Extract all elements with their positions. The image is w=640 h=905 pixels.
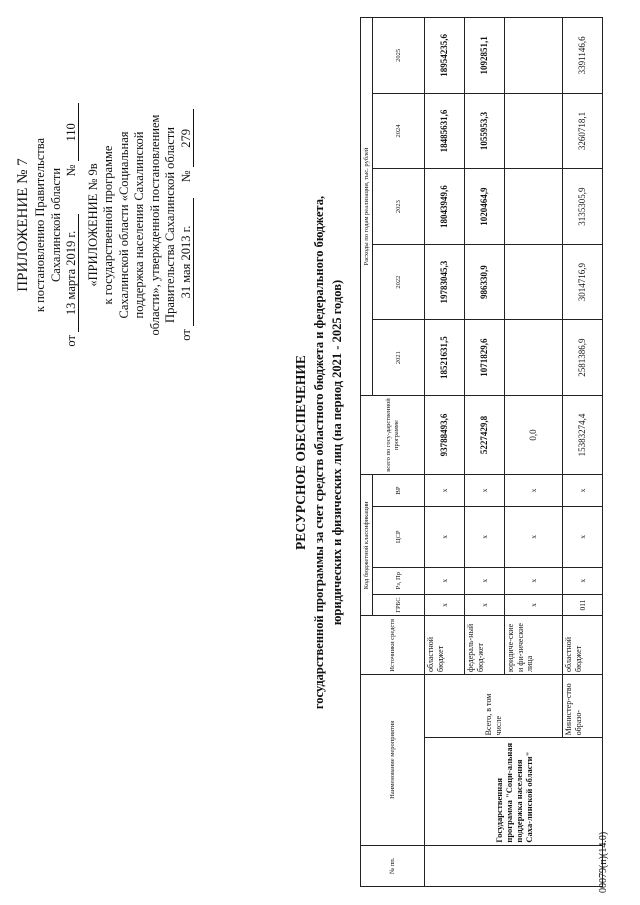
col-header-2025: 2025 bbox=[373, 18, 425, 94]
col-header-vr: ВР bbox=[373, 475, 425, 507]
col-header-csr: ЦСР bbox=[373, 506, 425, 567]
total-cell: 15383274,4 bbox=[563, 395, 603, 474]
col-header-grbs: ГРБС bbox=[373, 594, 425, 616]
resources-table bbox=[360, 17, 603, 887]
resolution-date-line: от 13 марта 2019 г. № 110 bbox=[64, 65, 80, 385]
y2025-cell: 1092851,1 bbox=[465, 18, 505, 94]
y2025-cell: 3391146,6 bbox=[563, 18, 603, 94]
y2021-cell: 2581386,9 bbox=[563, 320, 603, 396]
approval-date: 31 мая 2013 г. bbox=[180, 198, 194, 326]
y2025-cell: 18954235,6 bbox=[425, 18, 465, 94]
source-cell: юридиче-ские и фи-зические лица bbox=[505, 616, 563, 674]
y2022-cell: 986330,9 bbox=[465, 244, 505, 320]
y2025-cell bbox=[505, 18, 563, 94]
col-header-rzpr: Рз, Пр bbox=[373, 567, 425, 594]
y2024-cell: 3260718,1 bbox=[563, 93, 603, 169]
csr-cell: x bbox=[505, 506, 563, 567]
y2023-cell bbox=[505, 169, 563, 245]
resolution-date: 13 марта 2019 г. bbox=[65, 214, 79, 332]
total-cell: 93788493,6 bbox=[425, 395, 465, 474]
col-header-2023: 2023 bbox=[373, 169, 425, 245]
title-line-3: юридических и физических лиц (на период 2021 - 2025 годов) bbox=[330, 279, 344, 626]
rzpr-cell: x bbox=[505, 567, 563, 594]
col-header-expenses: Расходы по годам реализации, тыс. рублей bbox=[361, 18, 373, 396]
y2024-cell: 18485631,6 bbox=[425, 93, 465, 169]
col-header-total: всего по госу-дарственной программе bbox=[361, 395, 425, 474]
total-cell: 5227429,8 bbox=[465, 395, 505, 474]
csr-cell: x bbox=[563, 506, 603, 567]
sub-appendix-title: «ПРИЛОЖЕНИЕ № 9в bbox=[85, 163, 100, 287]
source-cell: областной бюджет bbox=[563, 616, 603, 674]
appendix-title: ПРИЛОЖЕНИЕ № 7 bbox=[15, 158, 31, 292]
resolution-line: к постановлению Правительства bbox=[33, 137, 47, 313]
vr-cell: x bbox=[425, 475, 465, 507]
title-line-1: РЕСУРСНОЕ ОБЕСПЕЧЕНИЕ bbox=[293, 355, 308, 550]
y2021-cell: 18521631,5 bbox=[425, 320, 465, 396]
y2022-cell: 3014716,9 bbox=[563, 244, 603, 320]
col-header-2024: 2024 bbox=[373, 93, 425, 169]
approval-number: 279 bbox=[180, 109, 194, 167]
approval-date-line: от 31 мая 2013 г. № 279 bbox=[179, 65, 195, 385]
ministry-name: Министер-ство образо- bbox=[563, 674, 603, 737]
document-code: 00079(п)(14.0) bbox=[598, 831, 609, 893]
region-line: Сахалинской области bbox=[48, 167, 63, 283]
col-header-source: Источники средств bbox=[361, 616, 425, 674]
y2022-cell bbox=[505, 244, 563, 320]
y2023-cell: 18043949,6 bbox=[425, 169, 465, 245]
source-cell: федераль-ный бюд-жет bbox=[465, 616, 505, 674]
y2021-cell bbox=[505, 320, 563, 396]
y2023-cell: 3135305,9 bbox=[563, 169, 603, 245]
vr-cell: x bbox=[563, 475, 603, 507]
y2021-cell: 1071829,6 bbox=[465, 320, 505, 396]
grbs-cell: x bbox=[465, 594, 505, 616]
rzpr-cell: x bbox=[465, 567, 505, 594]
y2024-cell: 1055953,3 bbox=[465, 93, 505, 169]
grbs-cell: 011 bbox=[563, 594, 603, 616]
col-header-budget-code: Код бюджетной классификации bbox=[361, 475, 373, 616]
csr-cell: x bbox=[465, 506, 505, 567]
rzpr-cell: x bbox=[425, 567, 465, 594]
y2023-cell: 1020464,9 bbox=[465, 169, 505, 245]
document-title bbox=[292, 0, 346, 905]
row-number bbox=[425, 845, 603, 886]
col-header-2022: 2022 bbox=[373, 244, 425, 320]
grbs-cell: x bbox=[425, 594, 465, 616]
y2022-cell: 19783045,3 bbox=[425, 244, 465, 320]
program-name: Государственная программа "Соци-альная поддержка населения Саха-линской области" bbox=[425, 738, 603, 845]
total-cell: 0,0 bbox=[505, 395, 563, 474]
vr-cell: x bbox=[505, 475, 563, 507]
col-header-name: Наименование мероприятия bbox=[361, 674, 425, 845]
appendix-header: ПРИЛОЖЕНИЕ № 7 к постановлению Правительства Сахалинской области от 13 марта 2019 г. № 110 «ПРИЛОЖЕНИЕ № 9в к государственной программе Сахалинской области «Социальная поддержка населения Сахалинской области», утвержденной постановлением Правительства Сахалинской области от 31 мая 2013 г. № 279 bbox=[13, 65, 194, 385]
grbs-cell: x bbox=[505, 594, 563, 616]
col-header-2021: 2021 bbox=[373, 320, 425, 396]
rzpr-cell: x bbox=[563, 567, 603, 594]
vr-cell: x bbox=[465, 475, 505, 507]
table-row bbox=[425, 18, 465, 887]
resolution-number: 110 bbox=[65, 103, 79, 161]
total-label: Всего, в том числе bbox=[425, 674, 563, 737]
title-line-2: государственной программы за счет средств областного бюджета и федерального бюджета, bbox=[312, 195, 326, 710]
csr-cell: x bbox=[425, 506, 465, 567]
source-cell: областной бюджет bbox=[425, 616, 465, 674]
col-header-num: № пп. bbox=[361, 845, 425, 886]
y2024-cell bbox=[505, 93, 563, 169]
